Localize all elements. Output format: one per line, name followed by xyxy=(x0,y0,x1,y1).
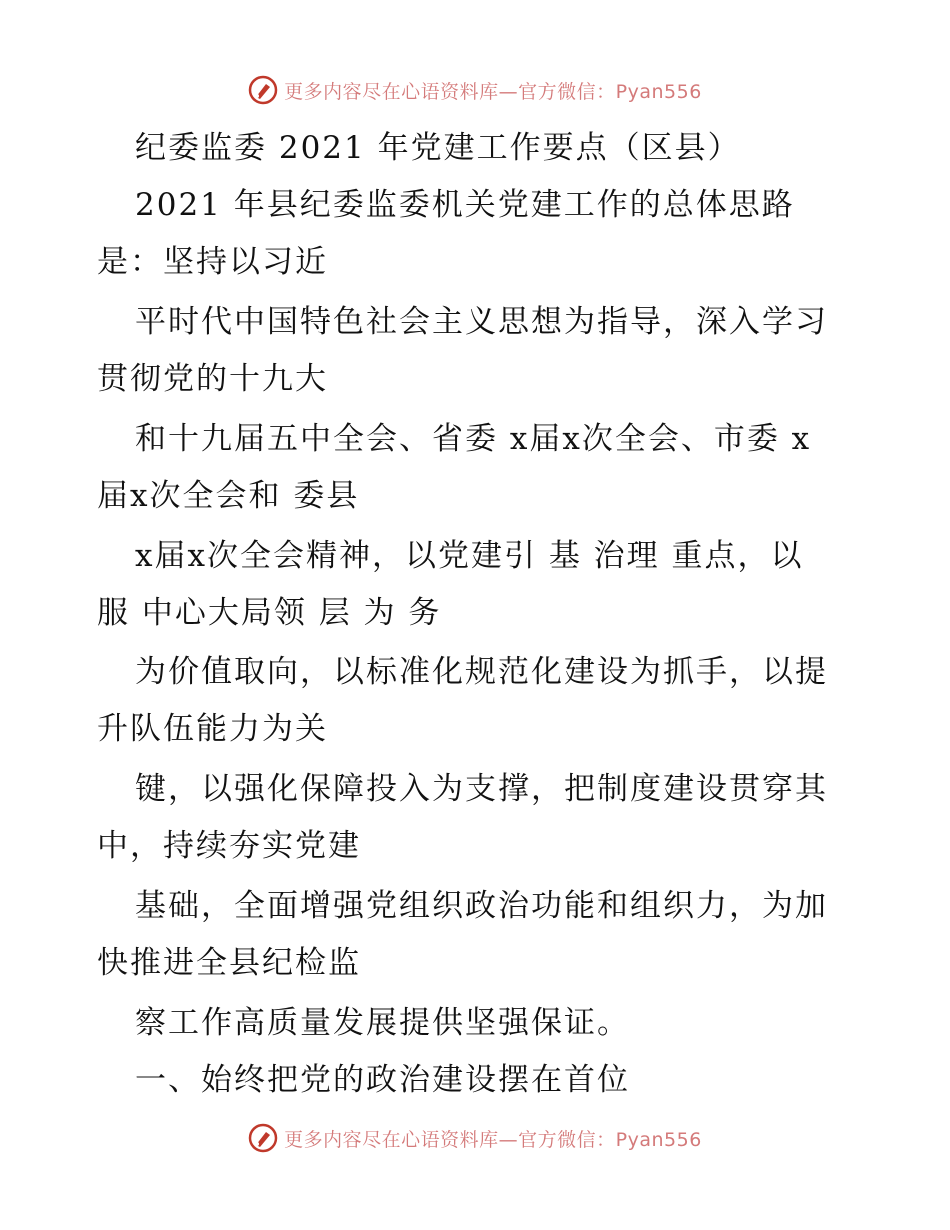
paragraph-line: x届x次全会精神，以党建引 基 治理 重点，以 xyxy=(135,538,804,574)
paragraph-line: 平时代中国特色社会主义思想为指导，深入学习 xyxy=(135,304,828,340)
paragraph-line: 键，以强化保障投入为支撑，把制度建设贯穿其 xyxy=(135,771,828,807)
footer-watermark xyxy=(0,1118,950,1158)
paragraph-line: 快推进全县纪检监 xyxy=(97,945,361,981)
paragraph-line: 察工作高质量发展提供坚强保证。 xyxy=(135,1005,630,1041)
paragraph-line: 为价值取向，以标准化规范化建设为抓手，以提 xyxy=(135,654,828,690)
paragraph-line: 基础，全面增强党组织政治功能和组织力，为加 xyxy=(135,888,828,924)
pen-nib-logo-icon xyxy=(248,75,278,105)
header-watermark-text: 更多内容尽在心语资料库—官方微信：Pyan556 xyxy=(284,80,702,103)
paragraph-line: 服 中心大局领 层 为 务 xyxy=(97,595,442,631)
paragraph-line: 是：坚持以习近 xyxy=(97,244,328,280)
document-title: 纪委监委 2021 年党建工作要点（区县） xyxy=(135,130,741,166)
footer-watermark-text: 更多内容尽在心语资料库—官方微信：Pyan556 xyxy=(284,1128,702,1151)
paragraph-line: 中，持续夯实党建 xyxy=(97,828,361,864)
section-heading: 一、始终把党的政治建设摆在首位 xyxy=(135,1062,630,1098)
pen-nib-logo-icon xyxy=(248,1123,278,1153)
header-watermark xyxy=(0,70,950,110)
paragraph-line: 届x次全会和 委县 xyxy=(97,478,360,514)
paragraph-line: 升队伍能力为关 xyxy=(97,711,328,747)
paragraph-line: 2021 年县纪委监委机关党建工作的总体思路 xyxy=(135,187,795,223)
paragraph-line: 贯彻党的十九大 xyxy=(97,361,328,397)
paragraph-line: 和十九届五中全会、省委 x届x次全会、市委 x xyxy=(135,421,812,457)
